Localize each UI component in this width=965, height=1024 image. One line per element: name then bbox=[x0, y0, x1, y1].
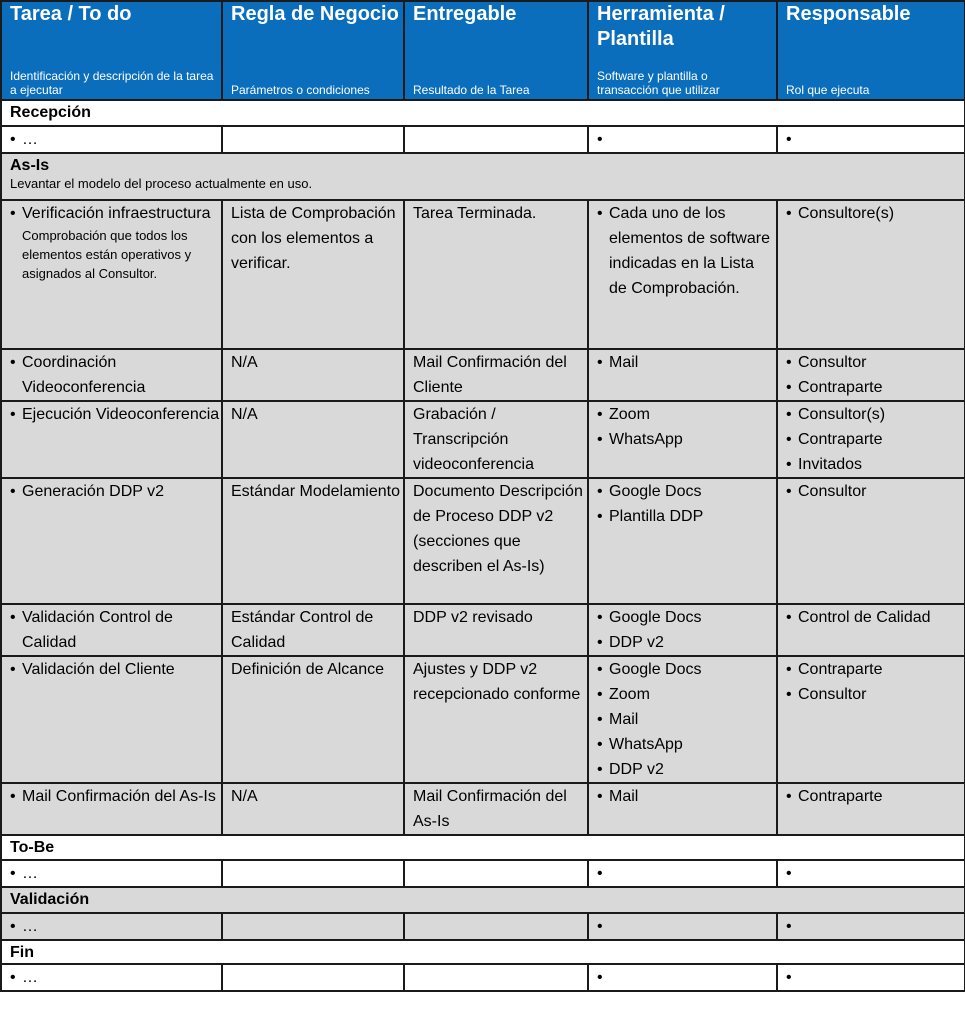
tool-cell bbox=[588, 913, 777, 940]
rule-cell bbox=[222, 478, 404, 604]
column-header-responsable bbox=[777, 1, 965, 100]
rule-cell bbox=[222, 656, 404, 783]
rule-cell bbox=[222, 401, 404, 478]
rule-cell bbox=[222, 860, 404, 887]
section-title: To-Be bbox=[1, 835, 965, 860]
owner-cell bbox=[777, 964, 965, 991]
rule-cell bbox=[222, 913, 404, 940]
tool-cell bbox=[588, 604, 777, 656]
list-item: • Mail bbox=[597, 707, 776, 732]
deliverable-cell bbox=[404, 913, 588, 940]
list-item: • Consultor bbox=[786, 479, 964, 504]
rule-cell bbox=[222, 200, 404, 349]
table-row bbox=[1, 126, 965, 153]
section-row-recepcion bbox=[1, 100, 965, 126]
rule-cell bbox=[222, 126, 404, 153]
task-cell bbox=[1, 478, 222, 604]
list-item: • Contraparte bbox=[786, 427, 964, 452]
owner-cell bbox=[777, 656, 965, 783]
column-header-regla bbox=[222, 1, 404, 100]
section-title: Validación bbox=[1, 887, 965, 913]
owner-cell bbox=[777, 860, 965, 887]
deliverable-cell bbox=[404, 200, 588, 349]
list-item: • Consultor bbox=[786, 682, 964, 707]
table-row bbox=[1, 401, 965, 478]
tool-cell bbox=[588, 200, 777, 349]
list-item: • … bbox=[10, 965, 221, 990]
deliverable-cell bbox=[404, 783, 588, 835]
list-item: • Generación DDP v2 bbox=[10, 479, 221, 504]
deliverable-cell bbox=[404, 860, 588, 887]
column-title: Tarea / To do bbox=[10, 3, 132, 25]
deliverable-cell bbox=[404, 401, 588, 478]
list-item: • Cada uno de los elementos de software indicadas en la Lista de Comprobación. bbox=[597, 201, 776, 301]
deliverable-text: DDP v2 revisado bbox=[413, 609, 533, 626]
tool-cell bbox=[588, 401, 777, 478]
list-item: • Consultore(s) bbox=[786, 201, 964, 226]
table-row bbox=[1, 656, 965, 783]
column-title: Responsable bbox=[786, 3, 911, 25]
column-subtitle: Identificación y descripción de la tarea a ejecutar bbox=[10, 69, 214, 97]
column-subtitle: Resultado de la Tarea bbox=[413, 83, 530, 97]
table-row bbox=[1, 200, 965, 349]
section-title: Recepción bbox=[1, 100, 965, 126]
rule-cell bbox=[222, 349, 404, 401]
table-row bbox=[1, 913, 965, 940]
table-row bbox=[1, 604, 965, 656]
task-cell bbox=[1, 126, 222, 153]
section-row-tobe bbox=[1, 835, 965, 860]
list-item: • Validación Control de Calidad bbox=[10, 605, 221, 655]
task-cell bbox=[1, 964, 222, 991]
table-row bbox=[1, 349, 965, 401]
rule-cell bbox=[222, 964, 404, 991]
header-row bbox=[1, 1, 965, 100]
task-cell bbox=[1, 656, 222, 783]
rule-text: N/A bbox=[231, 354, 258, 371]
list-item: • Contraparte bbox=[786, 375, 964, 400]
tool-cell bbox=[588, 126, 777, 153]
list-item: • … bbox=[10, 861, 221, 886]
owner-cell bbox=[777, 126, 965, 153]
table-row bbox=[1, 478, 965, 604]
list-item: • Consultor(s) bbox=[786, 402, 964, 427]
rule-cell bbox=[222, 783, 404, 835]
owner-cell bbox=[777, 200, 965, 349]
column-header-herramienta bbox=[588, 1, 777, 100]
owner-cell bbox=[777, 349, 965, 401]
list-item: • Verificación infraestructura bbox=[10, 201, 221, 226]
rule-text: Lista de Comprobación con los elementos a verificar. bbox=[231, 205, 396, 272]
deliverable-text: Mail Confirmación del Cliente bbox=[413, 354, 567, 396]
deliverable-cell bbox=[404, 656, 588, 783]
section-row-asis bbox=[1, 153, 965, 200]
list-item: • Contraparte bbox=[786, 784, 964, 809]
list-item: • Coordinación Videoconferencia bbox=[10, 350, 221, 400]
table-row bbox=[1, 860, 965, 887]
task-cell bbox=[1, 401, 222, 478]
section-title: Fin bbox=[1, 940, 965, 964]
column-title: Herramienta / Plantilla bbox=[597, 3, 725, 50]
rule-text: Estándar Modelamiento bbox=[231, 483, 400, 500]
section-row-fin bbox=[1, 940, 965, 964]
task-cell bbox=[1, 349, 222, 401]
rule-text: N/A bbox=[231, 788, 258, 805]
list-item: • Ejecución Videoconferencia bbox=[10, 402, 221, 427]
deliverable-cell bbox=[404, 604, 588, 656]
task-detail: Comprobación que todos los elementos están operativos y asignados al Consultor. bbox=[22, 228, 192, 281]
list-item: • Validación del Cliente bbox=[10, 657, 221, 682]
list-item: • Google Docs bbox=[597, 657, 776, 682]
tool-cell bbox=[588, 478, 777, 604]
tool-cell bbox=[588, 656, 777, 783]
deliverable-cell bbox=[404, 478, 588, 604]
list-item: • Google Docs bbox=[597, 605, 776, 630]
list-item: • Control de Calidad bbox=[786, 605, 964, 630]
list-item: • WhatsApp bbox=[597, 427, 776, 452]
task-cell bbox=[1, 860, 222, 887]
section-row-validacion bbox=[1, 887, 965, 913]
table-row bbox=[1, 964, 965, 991]
section-description: Levantar el modelo del proceso actualmente en uso. bbox=[10, 176, 313, 191]
tool-cell bbox=[588, 349, 777, 401]
owner-cell bbox=[777, 604, 965, 656]
tool-cell bbox=[588, 783, 777, 835]
deliverable-cell bbox=[404, 349, 588, 401]
rule-text: Definición de Alcance bbox=[231, 661, 384, 678]
list-item: • DDP v2 bbox=[597, 630, 776, 655]
list-item: • WhatsApp bbox=[597, 732, 776, 757]
task-cell bbox=[1, 783, 222, 835]
task-cell bbox=[1, 913, 222, 940]
list-item: • Mail bbox=[597, 784, 776, 809]
list-item: • Mail bbox=[597, 350, 776, 375]
list-item: • Plantilla DDP bbox=[597, 504, 776, 529]
owner-cell bbox=[777, 783, 965, 835]
column-header-entregable bbox=[404, 1, 588, 100]
list-item: • … bbox=[10, 914, 221, 939]
tool-cell bbox=[588, 964, 777, 991]
table-row bbox=[1, 783, 965, 835]
list-item: • Zoom bbox=[597, 402, 776, 427]
deliverable-text: Mail Confirmación del As-Is bbox=[413, 788, 567, 830]
deliverable-cell bbox=[404, 126, 588, 153]
deliverable-text: Tarea Terminada. bbox=[413, 205, 537, 222]
column-title: Entregable bbox=[413, 3, 517, 25]
section-title: As-Is bbox=[10, 157, 50, 174]
list-item: • DDP v2 bbox=[597, 757, 776, 782]
rule-cell bbox=[222, 604, 404, 656]
task-cell bbox=[1, 200, 222, 349]
column-title: Regla de Negocio bbox=[231, 3, 399, 25]
section-header bbox=[1, 153, 965, 200]
list-item: • Mail Confirmación del As-Is bbox=[10, 784, 221, 809]
owner-cell bbox=[777, 478, 965, 604]
deliverable-text: Documento Descripción de Proceso DDP v2 (secciones que describen el As-Is) bbox=[413, 483, 583, 575]
deliverable-text: Ajustes y DDP v2 recepcionado conforme bbox=[413, 661, 581, 703]
owner-cell bbox=[777, 913, 965, 940]
deliverable-cell bbox=[404, 964, 588, 991]
column-subtitle: Rol que ejecuta bbox=[786, 83, 870, 97]
list-item: • … bbox=[10, 127, 221, 152]
column-subtitle: Software y plantilla o transacción que utilizar bbox=[597, 69, 720, 97]
list-item: • Google Docs bbox=[597, 479, 776, 504]
list-item: • Contraparte bbox=[786, 657, 964, 682]
list-item: • Invitados bbox=[786, 452, 964, 477]
column-header-tarea bbox=[1, 1, 222, 100]
deliverable-text: Grabación / Transcripción videoconferencia bbox=[413, 406, 534, 473]
list-item: • Consultor bbox=[786, 350, 964, 375]
column-subtitle: Parámetros o condiciones bbox=[231, 83, 370, 97]
owner-cell bbox=[777, 401, 965, 478]
task-cell bbox=[1, 604, 222, 656]
rule-text: Estándar Control de Calidad bbox=[231, 609, 374, 651]
rule-text: N/A bbox=[231, 406, 258, 423]
tool-cell bbox=[588, 860, 777, 887]
list-item: • Zoom bbox=[597, 682, 776, 707]
